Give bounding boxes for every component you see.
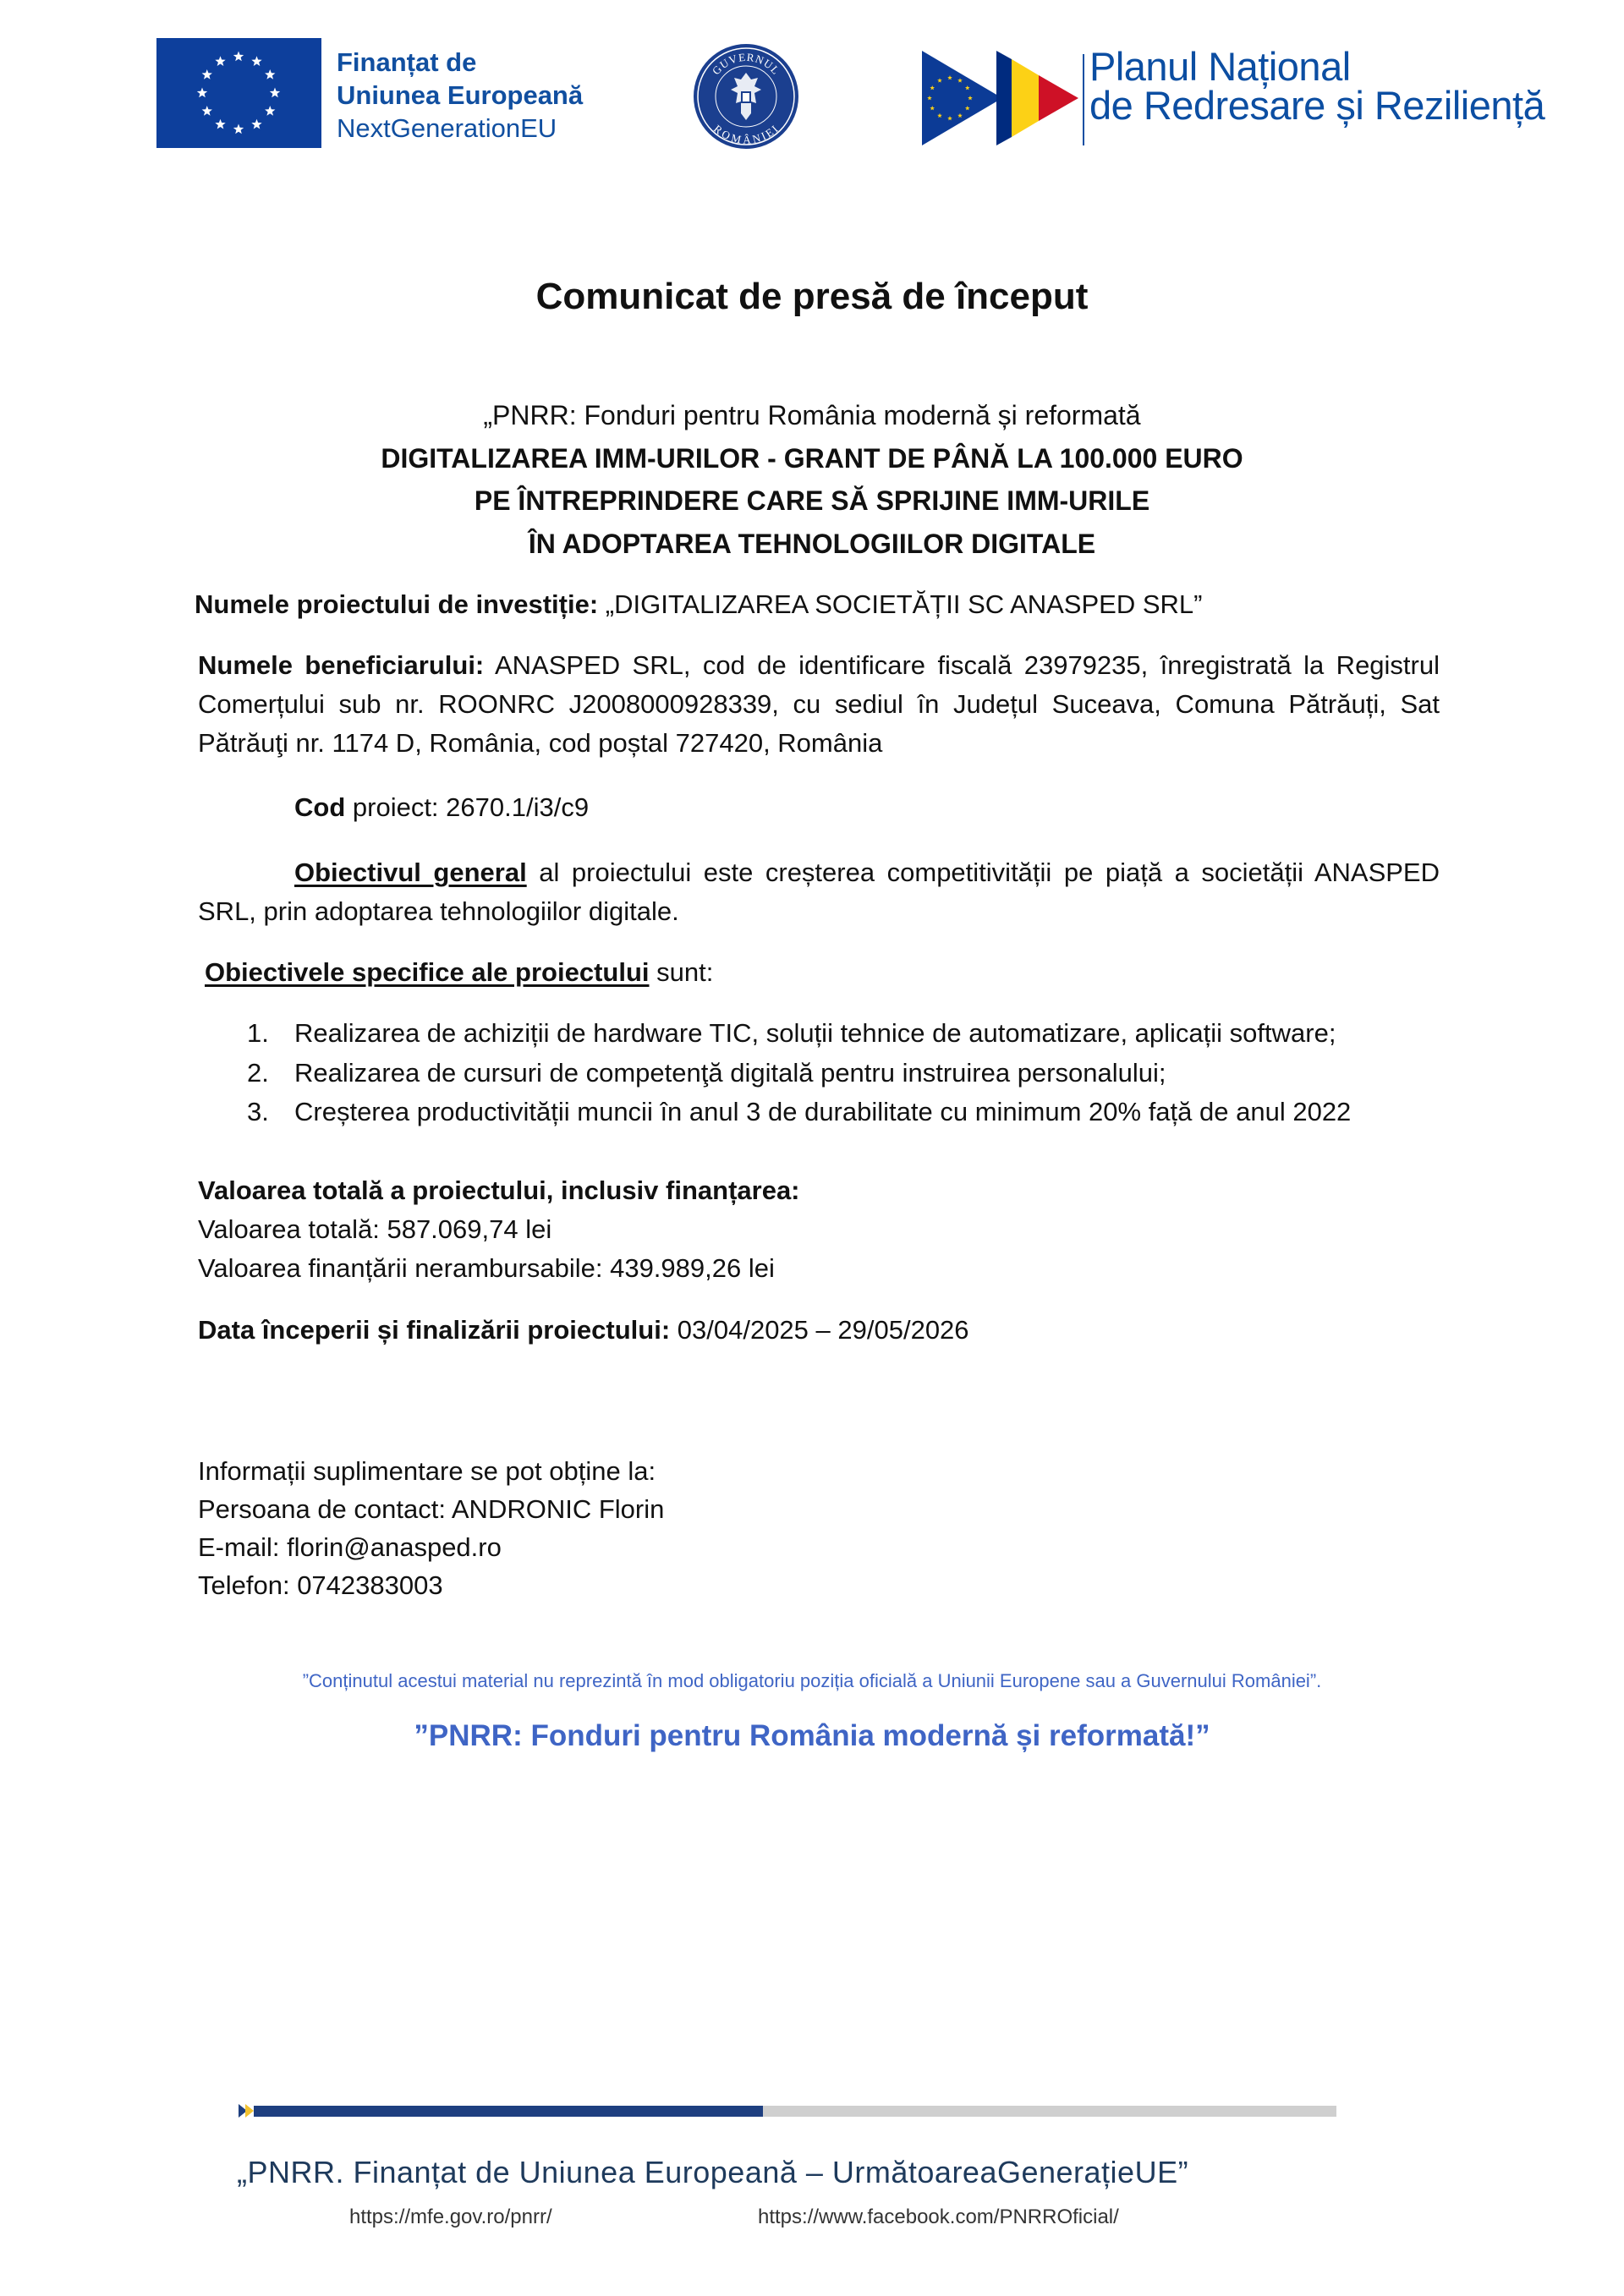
star-icon [233,52,244,62]
list-item-text: Realizarea de achiziții de hardware TIC, soluții tehnice de automatizare, aplicații software; [294,1018,1336,1048]
subtitle-line-3: PE ÎNTREPRINDERE CARE SĂ SPRIJINE IMM-URILE [474,485,1150,516]
footer-slogan: „PNRR. Finanțat de Uniunea Europeană – UrmătoareaGenerațieUE” [237,2155,1189,2189]
list-item-number: 1. [247,1018,269,1048]
footer-link-mfe[interactable]: https://mfe.gov.ro/pnrr/ [349,2206,552,2228]
project-grant-value: Valoarea finanțării nerambursabile: 439.989,26 lei [198,1253,775,1283]
list-item-text: Realizarea de cursuri de competenţă digitală pentru instruirea personalului; [294,1057,1166,1088]
contact-phone[interactable]: Telefon: 0742383003 [198,1570,443,1600]
pnrr-logo-text [1089,44,1545,128]
project-value-heading: Valoarea totală a proiectului, inclusiv finanțarea: [198,1175,800,1205]
footer-link-facebook[interactable]: https://www.facebook.com/PNRROficial/ [758,2206,1119,2228]
pnrr-logo-line2: de Redresare și Reziliență [1089,83,1545,128]
star-icon [215,119,225,129]
seal-top-text: GUVERNUL [709,50,783,78]
star-icon [215,56,225,66]
footer-bar-blue [254,2106,763,2117]
specific-objectives-list [247,1014,1351,1132]
star-icon [265,106,275,116]
footer-bar-grey [763,2106,1336,2117]
specific-objectives-heading [205,953,713,992]
general-objective-label: Obiectivul general [294,858,527,887]
project-total-value: Valoarea totală: 587.069,74 lei [198,1214,552,1244]
page-title: Comunicat de presă de început [535,276,1089,317]
beneficiary-value: ANASPED SRL, cod de identificare fiscală 23979235, înregistrată la Registrul Comerțului sub nr. ROONRC J2008000928339, cu sediul în Județul Suceava, Comuna Pătrăuți, Sat Pătrăuţi nr. 1174 D, România, cod poștal 727420, România [198,650,1440,758]
star-icon [251,119,261,129]
project-dates [198,1311,969,1350]
contact-email[interactable]: E-mail: florin@anasped.ro [198,1532,502,1562]
contact-person: Persoana de contact: ANDRONIC Florin [198,1494,665,1524]
disclaimer-text: ”Conținutul acestui material nu reprezintă în mod obligatoriu poziția oficială a Uniunii Europene sau a Guvernului României”. [302,1670,1322,1691]
list-item-number: 3. [247,1097,269,1126]
contact-intro: Informații suplimentare se pot obține la: [198,1456,656,1486]
star-icon [265,69,275,79]
beneficiary-paragraph [198,646,1440,763]
pnrr-slogan: ”PNRR: Fonduri pentru România modernă și reformată!” [414,1719,1210,1752]
list-item [247,1014,1351,1054]
beneficiary-label: Numele beneficiarului: [198,650,485,680]
project-name [195,585,1446,624]
pnrr-logo-line1: Planul Național [1089,44,1351,89]
star-icon [202,69,212,79]
subtitle-line-4: ÎN ADOPTAREA TEHNOLOGIILOR DIGITALE [528,528,1096,559]
eu-logo-line3: NextGenerationEU [337,113,557,143]
project-value-block [198,1171,800,1288]
project-code-value: proiect: 2670.1/i3/c9 [352,792,590,822]
list-item-text: Creșterea productivității muncii în anul 3 de durabilitate cu minimum 20% față de anul 2022 [294,1097,1352,1126]
specific-objectives-suffix: sunt: [649,957,714,987]
project-name-label: Numele proiectului de investiție: [195,589,599,619]
project-code-label: Cod [294,792,346,822]
eu-logo-line2: Uniunea Europeană [337,80,584,110]
project-dates-label: Data începerii și finalizării proiectului: [198,1315,671,1345]
star-icon [197,88,207,98]
eu-logo-line1: Finanțat de [337,47,477,77]
subtitle-line-2: DIGITALIZAREA IMM-URILOR - GRANT DE PÂNĂ LA 100.000 EURO [381,442,1243,474]
star-icon [251,56,261,66]
general-objective [198,853,1440,931]
eu-stars-icon [156,38,321,148]
general-objective-value: al proiectului este creșterea competitivității pe piață a societății ANASPED SRL, prin adoptarea tehnologiilor digitale. [198,858,1440,926]
list-item [247,1093,1351,1132]
contact-block [198,1452,664,1604]
eu-flag-logo [156,38,321,148]
star-icon [233,124,244,134]
star-icon [202,106,212,116]
subtitle-line-1: „PNRR: Fonduri pentru România modernă și reformată [483,400,1141,430]
seal-bottom-text: ROMÂNIEI [710,122,782,146]
project-dates-value: 03/04/2025 – 29/05/2026 [677,1315,969,1345]
pnrr-logo-divider [1083,54,1084,145]
list-item-number: 2. [247,1057,269,1088]
specific-objectives-label: Obiectivele specifice ale proiectului [205,957,650,987]
pnrr-logo-mark [922,51,1083,145]
project-name-value: „DIGITALIZAREA SOCIETĂȚII SC ANASPED SRL” [605,589,1203,619]
subtitle-block [0,394,1624,565]
list-item [247,1054,1351,1093]
eu-funding-text [337,46,583,145]
project-code [294,788,589,827]
romanian-government-seal [692,42,800,151]
star-icon [270,88,280,98]
